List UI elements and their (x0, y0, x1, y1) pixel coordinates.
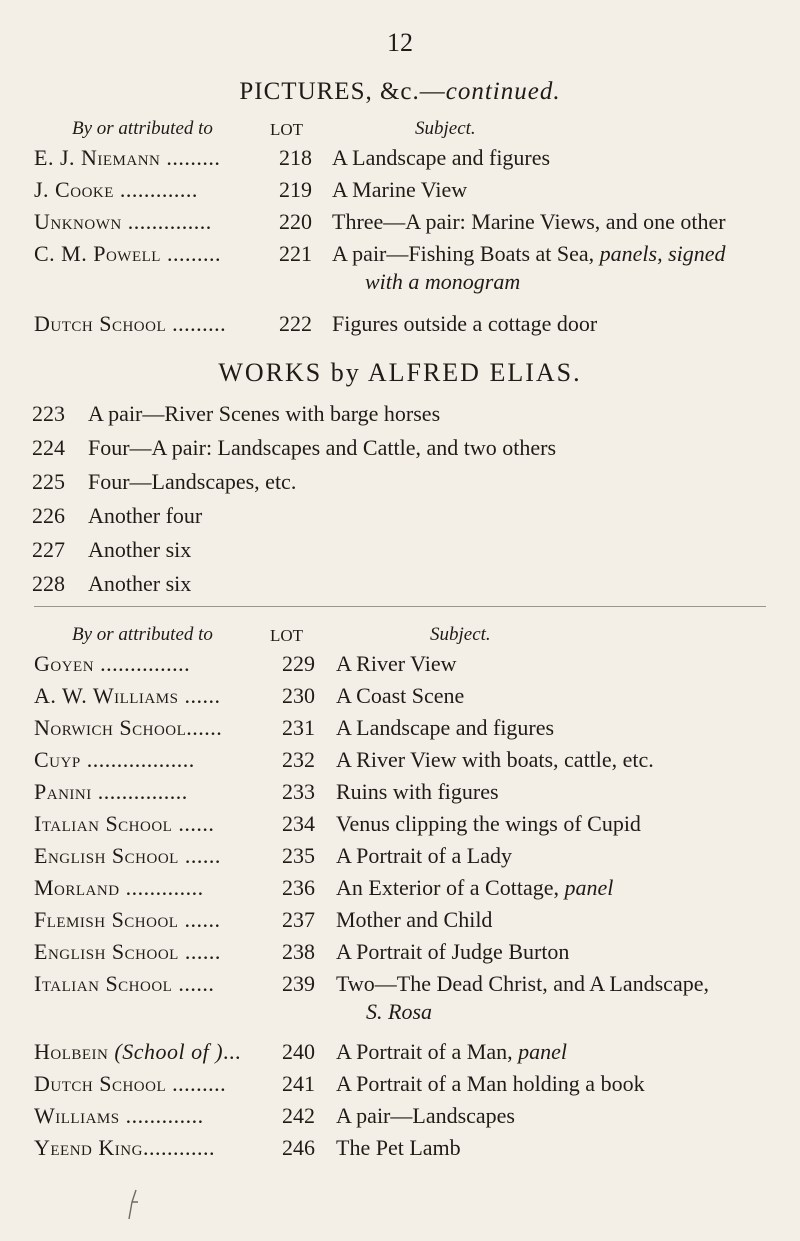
lot-number: 228 (32, 571, 65, 596)
artist-name: Italian School (34, 811, 173, 836)
table-row (0, 1068, 800, 1100)
subject-text: A River View (336, 651, 457, 676)
lot-number: 239 (282, 971, 315, 996)
work-description: Another six (88, 537, 192, 562)
leader-dots: ............... (91, 779, 188, 804)
table-row (0, 1132, 800, 1164)
subject-text: A Portrait of a Man, (336, 1039, 519, 1064)
subject-note: panel (518, 1039, 567, 1064)
table-row (0, 808, 800, 840)
table-row (0, 1036, 800, 1068)
artist-name: Dutch School (34, 311, 167, 336)
work-description: Four—A pair: Landscapes and Cattle, and two others (88, 435, 557, 460)
leader-dots: ......... (166, 311, 227, 336)
table-row (0, 936, 800, 968)
table-row (0, 776, 800, 808)
subject-text: A Portrait of Judge Burton (336, 939, 570, 964)
table-row (0, 744, 800, 776)
leader-dots: ......... (160, 145, 221, 170)
lot-number: 225 (32, 469, 65, 494)
leader-dots: ............. (119, 875, 204, 900)
lot-number: 246 (282, 1135, 315, 1160)
leader-dots: ...... (178, 683, 221, 708)
table-row (0, 142, 800, 174)
subject-text: A Marine View (332, 177, 468, 202)
leader-dots: ............ (142, 1135, 215, 1160)
leader-dots: ...... (178, 843, 221, 868)
table-row (0, 872, 800, 904)
list-item (0, 398, 800, 430)
page-title (0, 78, 800, 106)
table-row-continuation (0, 996, 800, 1028)
table-row (0, 840, 800, 872)
list-item (0, 432, 800, 464)
col-head-subject: Subject. (430, 624, 491, 645)
title-main: PICTURES, &c.— (239, 78, 446, 105)
lot-number: 218 (279, 145, 312, 170)
work-description: A pair—River Scenes with barge horses (88, 401, 441, 426)
subject-text: An Exterior of a Cottage, (336, 875, 565, 900)
leader-dots: ......... (166, 1071, 227, 1096)
lot-number: 233 (282, 779, 315, 804)
subject-note: with a monogram (365, 269, 521, 294)
lot-number: 220 (279, 209, 312, 234)
lot-number: 241 (282, 1071, 315, 1096)
divider (34, 606, 766, 607)
table-row (0, 308, 800, 340)
subject-text: A River View with boats, cattle, etc. (336, 747, 654, 772)
lot-number: 223 (32, 401, 65, 426)
section-title: WORKS by ALFRED ELIAS. (218, 358, 582, 387)
artist-name: English School (34, 843, 179, 868)
artist-name: J. Cooke (34, 177, 114, 202)
subject-note: panel (564, 875, 614, 900)
subject-text: Figures outside a cottage door (332, 311, 598, 336)
subject-text: A Portrait of a Man holding a book (336, 1071, 645, 1096)
subject-text: Three—A pair: Marine Views, and one other (332, 209, 726, 234)
leader-dots: ......... (160, 241, 221, 266)
work-description: Another four (88, 503, 203, 528)
lot-number: 222 (279, 311, 312, 336)
table-row (0, 206, 800, 238)
lot-number: 227 (32, 537, 65, 562)
list-item (0, 534, 800, 566)
lot-number: 231 (282, 715, 315, 740)
col-head-subject: Subject. (415, 118, 476, 139)
lot-number: 221 (279, 241, 312, 266)
artist-name: Holbein (34, 1039, 109, 1064)
lot-number: 226 (32, 503, 65, 528)
work-description: Another six (88, 571, 192, 596)
artist-name: Goyen (34, 651, 95, 676)
artist-note: (School of ) (108, 1039, 224, 1064)
title-continued: continued. (445, 78, 561, 105)
subject-text: The Pet Lamb (336, 1135, 461, 1160)
table-row (0, 712, 800, 744)
subject-note: S. Rosa (366, 999, 432, 1024)
subject-note: panels, signed (599, 241, 726, 266)
artist-name: Italian School (34, 971, 173, 996)
lot-number: 224 (32, 435, 65, 460)
pencil-mark-icon (126, 1188, 140, 1222)
subject-text: Venus clipping the wings of Cupid (336, 811, 641, 836)
list-item (0, 466, 800, 498)
artist-name: Unknown (34, 209, 122, 234)
col-head-artist: By or attributed to (72, 118, 213, 139)
leader-dots: .................. (80, 747, 195, 772)
artist-name: A. W. Williams (34, 683, 179, 708)
leader-dots: ............... (94, 651, 191, 676)
artist-name: Flemish School (34, 907, 179, 932)
page-number: 12 (387, 28, 413, 57)
subject-text: A pair—Fishing Boats at Sea, (332, 241, 600, 266)
artist-name: English School (34, 939, 179, 964)
list-item (0, 500, 800, 532)
artist-name: Williams (34, 1103, 120, 1128)
subject-text: Mother and Child (336, 907, 493, 932)
list-item (0, 568, 800, 600)
lot-number: 238 (282, 939, 315, 964)
artist-name: C. M. Powell (34, 241, 161, 266)
lot-number: 232 (282, 747, 315, 772)
lot-number: 240 (282, 1039, 315, 1064)
artist-name: Panini (34, 779, 92, 804)
artist-name: Morland (34, 875, 120, 900)
subject-text: A Portrait of a Lady (336, 843, 512, 868)
col-head-lot: LOT (270, 626, 304, 645)
table-row (0, 174, 800, 206)
table-row (0, 1100, 800, 1132)
artist-name: Dutch School (34, 1071, 167, 1096)
artist-name: E. J. Niemann (34, 145, 161, 170)
subject-text: A pair—Landscapes (336, 1103, 515, 1128)
col-head-lot: LOT (270, 120, 304, 139)
leader-dots: ...... (172, 811, 215, 836)
artist-name: Cuyp (34, 747, 81, 772)
artist-name: Norwich School (34, 715, 187, 740)
table-row (0, 648, 800, 680)
leader-dots: ...... (178, 907, 221, 932)
lot-number: 230 (282, 683, 315, 708)
subject-text: Two—The Dead Christ, and A Landscape, (336, 971, 709, 996)
leader-dots: .............. (121, 209, 212, 234)
subject-text: A Landscape and figures (336, 715, 555, 740)
leader-dots: ... (223, 1039, 242, 1064)
leader-dots: ...... (178, 939, 221, 964)
lot-number: 234 (282, 811, 315, 836)
artist-name: Yeend King (34, 1135, 143, 1160)
leader-dots: ............. (113, 177, 198, 202)
table-row-continuation (0, 266, 800, 298)
col-head-artist: By or attributed to (72, 624, 213, 645)
subject-text: Ruins with figures (336, 779, 499, 804)
lot-number: 237 (282, 907, 315, 932)
lot-number: 236 (282, 875, 315, 900)
lot-number: 219 (279, 177, 312, 202)
lot-number: 242 (282, 1103, 315, 1128)
leader-dots: ...... (172, 971, 215, 996)
leader-dots: ............. (119, 1103, 204, 1128)
subject-text: A Landscape and figures (332, 145, 551, 170)
work-description: Four—Landscapes, etc. (88, 469, 297, 494)
leader-dots: ...... (186, 715, 223, 740)
lot-number: 229 (282, 651, 315, 676)
table-row (0, 680, 800, 712)
table-row (0, 904, 800, 936)
lot-number: 235 (282, 843, 315, 868)
subject-text: A Coast Scene (336, 683, 465, 708)
